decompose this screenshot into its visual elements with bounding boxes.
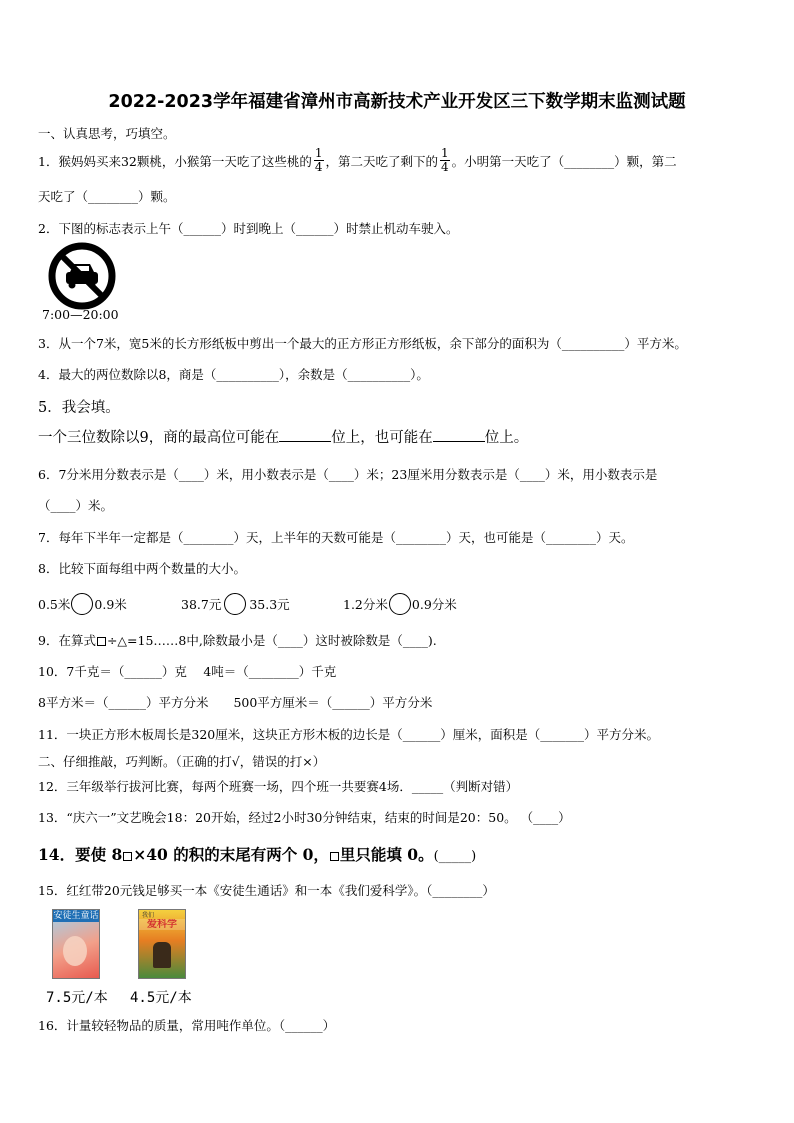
question-9: 9．在算式 ÷△=15……8中,除数最小是（____）这时被除数是（____). xyxy=(38,633,437,648)
question-8-pair-3: 1.2分米 0.9分米 xyxy=(343,593,457,615)
sign-caption: 7:00—20:00 xyxy=(42,307,119,322)
question-15: 15．红红带20元钱足够买一本《安徒生通话》和一本《我们爱科学》。（________） xyxy=(38,883,495,898)
book-2-price: 4.5元/本 xyxy=(130,990,192,1006)
book-2-small-title: 我们 xyxy=(142,912,155,919)
question-1 xyxy=(38,147,677,174)
page-title: 2022-2023学年福建省漳州市高新技术产业开发区三下数学期末监测试题 xyxy=(108,92,686,112)
compare-circle-3[interactable] xyxy=(389,593,411,615)
question-7: 7．每年下半年一定都是（________）天，上半年的天数可能是（________）天，也可能是（________）天。 xyxy=(38,530,634,545)
q1-text-c: 。小明第一天吃了（________）颗，第二 xyxy=(451,153,677,169)
question-8-pair-2: 38.7元 35.3元 xyxy=(181,593,290,615)
question-8-pair-1: 0.5米 0.9米 xyxy=(38,593,127,615)
question-10-line-2: 8平方米＝（______）平方分米 500平方厘米＝（______）平方分米 xyxy=(38,695,433,710)
q14-box-icon-2 xyxy=(330,852,339,861)
q5-blank-2[interactable] xyxy=(433,441,485,442)
no-motor-vehicles-sign-icon xyxy=(48,242,116,310)
compare-circle-1[interactable] xyxy=(71,593,93,615)
question-16: 16．计量较轻物品的质量，常用吨作单位。（______） xyxy=(38,1018,336,1033)
q14-box-icon-1 xyxy=(123,852,132,861)
question-12: 12．三年级举行拔河比赛，每两个班赛一场，四个班一共要赛4场．_____（判断对错） xyxy=(38,779,519,794)
question-14: 14．要使 8 ×40 的积的末尾有两个 0， 里只能填 0。(_____) xyxy=(38,845,477,864)
q1-fraction-1: $\frac{1}{4}$ xyxy=(314,146,323,174)
question-11: 11．一块正方形木板周长是320厘米，这块正方形木板的边长是（______）厘米，面积是（_______）平方分米。 xyxy=(38,727,660,742)
book-1-illustration xyxy=(63,936,87,966)
q1-text-b: ，第二天吃了剩下的 xyxy=(325,153,439,169)
book-1-cover xyxy=(52,909,100,979)
question-5-title: 5．我会填。 xyxy=(38,400,120,416)
question-13: 13．“庆六一”文艺晚会18：20开始，经过2小时30分钟结束，结束的时间是20：50。 （____） xyxy=(38,810,571,825)
compare-circle-2[interactable] xyxy=(224,593,246,615)
q5-blank-1[interactable] xyxy=(279,441,331,442)
q1-fraction-2: $\frac{1}{4}$ xyxy=(441,146,449,174)
question-8-title: 8．比较下面每组中两个数量的大小。 xyxy=(38,561,246,576)
question-10-line-1: 10．7千克＝（______）克 4吨＝（________）千克 xyxy=(38,664,337,679)
question-6-line-2: （____）米。 xyxy=(38,498,114,513)
question-6-line-1: 6．7分米用分数表示是（____）米，用小数表示是（____）米；23厘米用分数表示是（____）米，用小数表示是 xyxy=(38,467,658,482)
question-1-line-2: 天吃了（________）颗。 xyxy=(38,189,176,204)
book-2-illustration xyxy=(153,942,171,968)
book-2-cover xyxy=(138,909,186,979)
q9-box-icon xyxy=(97,637,106,646)
book-2-title: 爱科学 xyxy=(139,919,185,930)
question-3: 3．从一个7米，宽5米的长方形纸板中剪出一个最大的正方形正方形纸板，余下部分的面积为（__________）平方米。 xyxy=(38,336,687,351)
book-1-price: 7.5元/本 xyxy=(46,990,108,1006)
question-4: 4．最大的两位数除以8，商是（__________），余数是（__________）。 xyxy=(38,367,429,382)
question-5-body: 一个三位数除以9，商的最高位可能在 位上，也可能在 位上。 xyxy=(38,430,529,446)
question-2: 2．下图的标志表示上午（______）时到晚上（______）时禁止机动车驶入。 xyxy=(38,221,459,236)
section-2-heading: 二、仔细推敲，巧判断。（正确的打√，错误的打×） xyxy=(38,754,326,769)
section-1-heading: 一、认真思考，巧填空。 xyxy=(38,126,176,141)
book-1-title: 安徒生童话 xyxy=(53,911,99,921)
q1-text-a: 1．猴妈妈买来32颗桃，小猴第一天吃了这些桃的 xyxy=(38,153,312,169)
